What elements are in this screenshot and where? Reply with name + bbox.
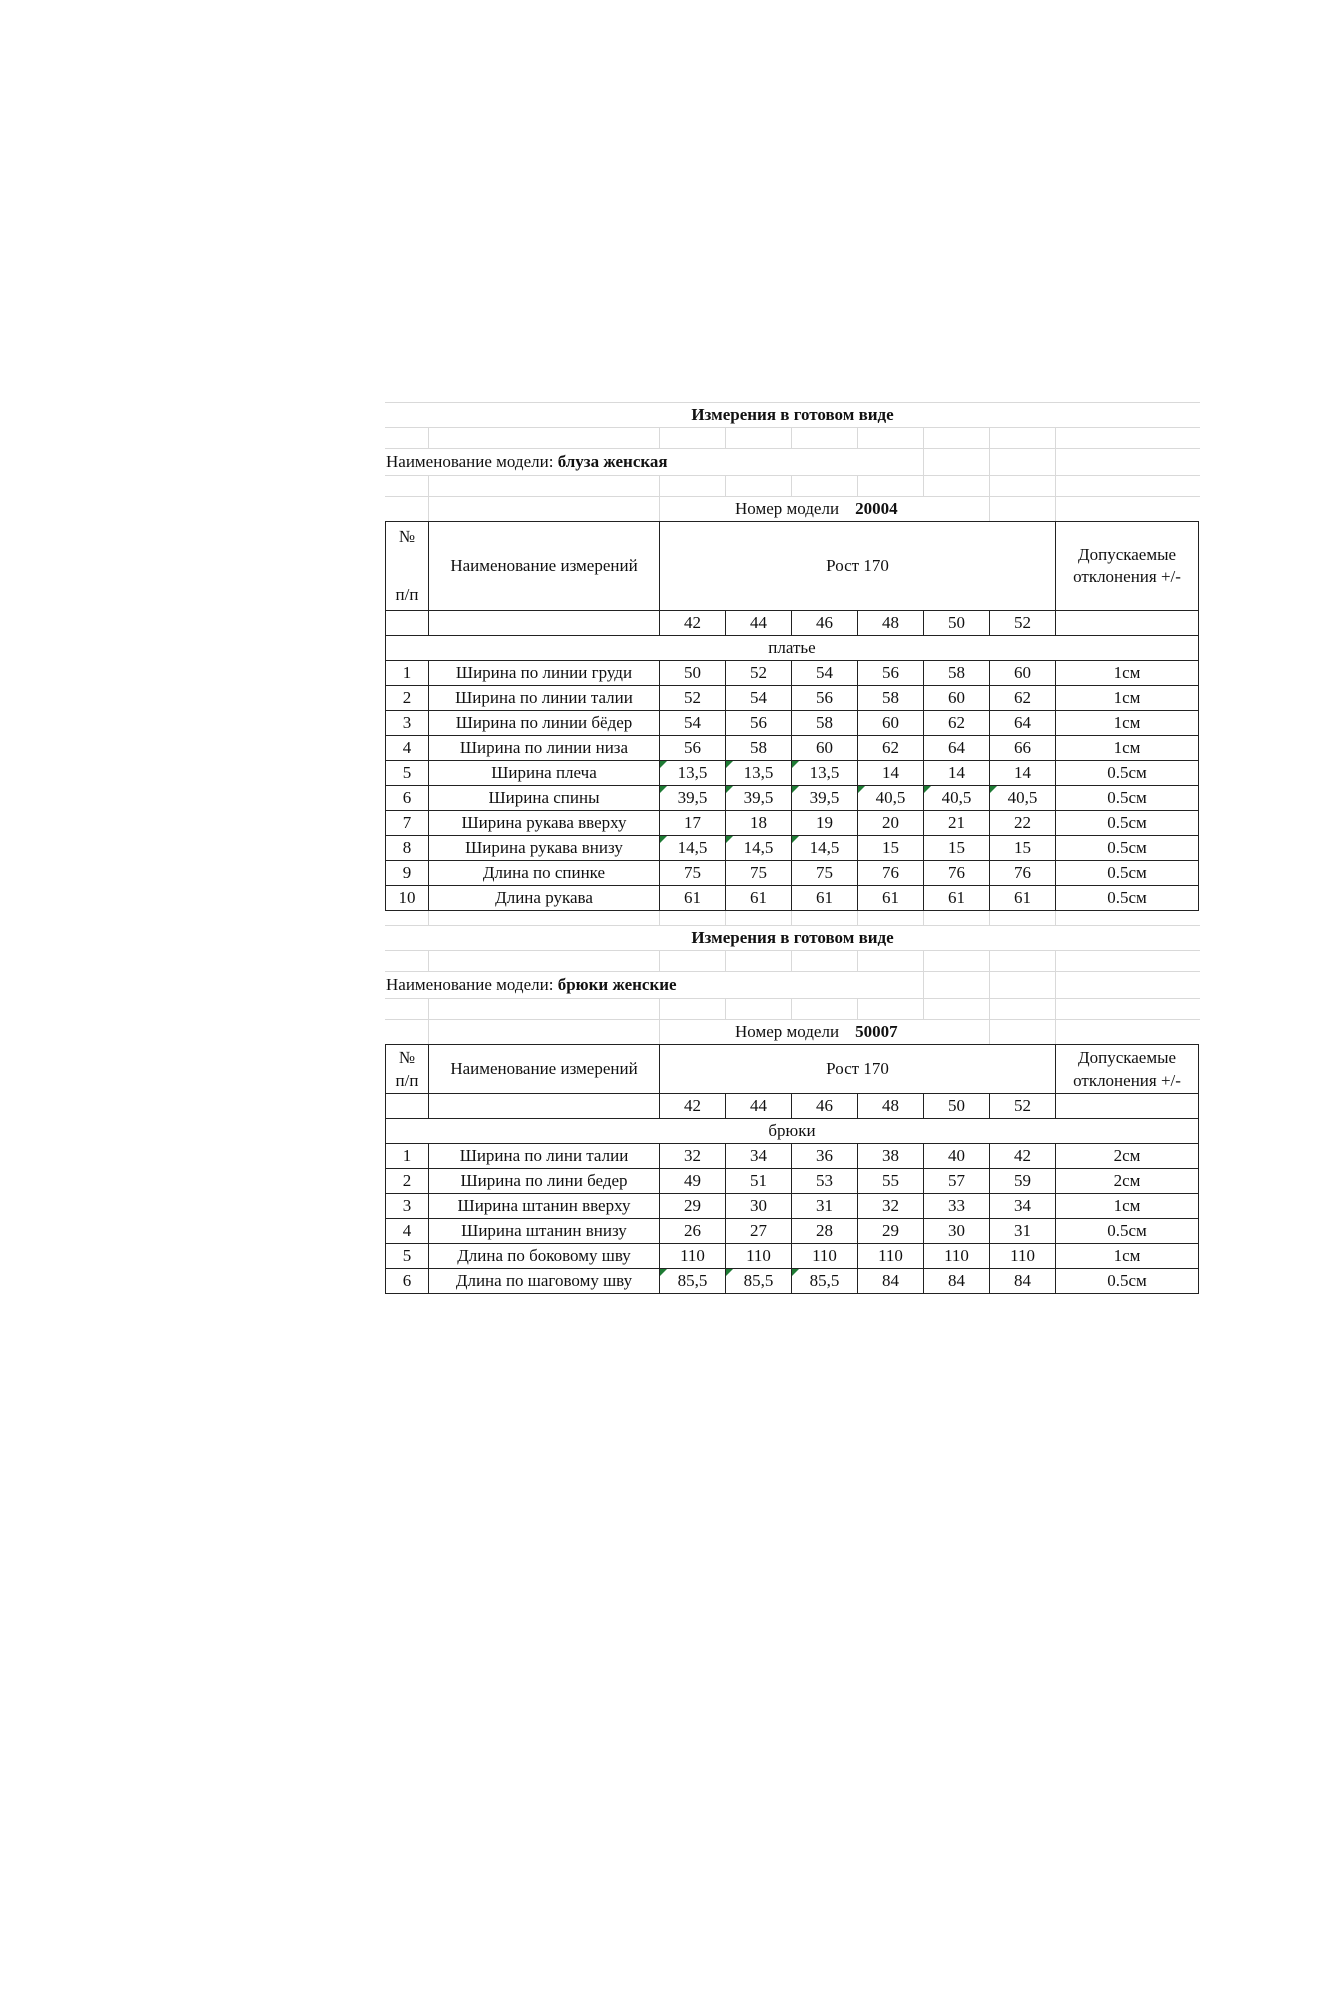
measurement-name: Ширина по линии бёдер — [429, 711, 660, 736]
model-number-value: 20004 — [855, 499, 898, 518]
value-cell: 60 — [858, 711, 924, 736]
value-cell: 40,5 — [924, 786, 990, 811]
value-cell: 110 — [660, 1244, 726, 1269]
value-cell: 59 — [990, 1169, 1056, 1194]
value-cell: 84 — [924, 1269, 990, 1294]
header-height: Рост 170 — [660, 1045, 1056, 1094]
value-cell: 32 — [858, 1194, 924, 1219]
empty-grid-row — [385, 427, 1200, 448]
value-cell: 53 — [792, 1169, 858, 1194]
value-cell: 26 — [660, 1219, 726, 1244]
value-cell: 32 — [660, 1144, 726, 1169]
header-tolerance — [1056, 1045, 1199, 1094]
value-cell: 56 — [660, 736, 726, 761]
tolerance-cell: 2см — [1056, 1144, 1199, 1169]
model-name-label: Наименование модели: — [386, 975, 554, 994]
value-cell: 61 — [660, 886, 726, 911]
model-number-label: Номер модели — [735, 499, 840, 518]
value-cell: 61 — [792, 886, 858, 911]
row-number: 3 — [386, 711, 429, 736]
value-cell: 33 — [924, 1194, 990, 1219]
table-row — [386, 836, 1199, 861]
table-row — [386, 861, 1199, 886]
tolerance-cell: 1см — [1056, 1244, 1199, 1269]
value-cell: 84 — [990, 1269, 1056, 1294]
row-number: 1 — [386, 1144, 429, 1169]
table-row — [386, 1169, 1199, 1194]
value-cell: 64 — [924, 736, 990, 761]
value-cell: 13,5 — [660, 761, 726, 786]
size-cell: 42 — [660, 1094, 726, 1119]
empty-grid-row — [385, 950, 1200, 971]
row-number: 10 — [386, 886, 429, 911]
header-tolerance-line2: отклонения +/- — [1073, 567, 1181, 586]
model-number-row — [385, 1019, 1200, 1044]
value-cell: 75 — [792, 861, 858, 886]
value-cell: 62 — [858, 736, 924, 761]
value-cell: 76 — [990, 861, 1056, 886]
value-cell: 15 — [924, 836, 990, 861]
size-cell: 50 — [924, 611, 990, 636]
value-cell: 76 — [858, 861, 924, 886]
value-cell: 31 — [792, 1194, 858, 1219]
measurement-name: Ширина штанин внизу — [429, 1219, 660, 1244]
model-name-line — [385, 449, 1200, 475]
value-cell: 60 — [990, 661, 1056, 686]
value-cell: 55 — [858, 1169, 924, 1194]
measurement-name: Ширина спины — [429, 786, 660, 811]
header-tolerance-line1: Допускаемые — [1078, 1048, 1177, 1067]
table-row — [386, 1144, 1199, 1169]
value-cell: 56 — [726, 711, 792, 736]
measurement-name: Ширина по линии талии — [429, 686, 660, 711]
table-row — [386, 1219, 1199, 1244]
table-row — [386, 1244, 1199, 1269]
value-cell: 13,5 — [726, 761, 792, 786]
table-row — [386, 686, 1199, 711]
model-name-label: Наименование модели: — [386, 452, 554, 471]
table-title: Измерения в готовом виде — [691, 928, 894, 947]
group-label: брюки — [386, 1119, 1199, 1144]
value-cell: 34 — [726, 1144, 792, 1169]
empty-grid-row — [385, 998, 1200, 1019]
measurement-name: Ширина по лини талии — [429, 1144, 660, 1169]
row-number: 1 — [386, 661, 429, 686]
header-tolerance-line1: Допускаемые — [1078, 545, 1177, 564]
measurement-table-2 — [385, 1044, 1199, 1294]
tolerance-cell: 1см — [1056, 1194, 1199, 1219]
spreadsheet-sheet — [385, 402, 1200, 1294]
size-cell: 44 — [726, 611, 792, 636]
header-number-top: № — [398, 1048, 416, 1067]
header-measurement-name: Наименование измерений — [429, 522, 660, 611]
measurement-name: Длина по шаговому шву — [429, 1269, 660, 1294]
model-number-line — [735, 497, 898, 521]
size-cell: 48 — [858, 611, 924, 636]
value-cell: 36 — [792, 1144, 858, 1169]
row-number: 5 — [386, 761, 429, 786]
tolerance-cell: 0.5см — [1056, 761, 1199, 786]
value-cell: 27 — [726, 1219, 792, 1244]
size-cell: 46 — [792, 1094, 858, 1119]
value-cell: 110 — [792, 1244, 858, 1269]
tolerance-cell: 1см — [1056, 711, 1199, 736]
value-cell: 14 — [858, 761, 924, 786]
value-cell: 60 — [924, 686, 990, 711]
header-tolerance — [1056, 522, 1199, 611]
table-title: Измерения в готовом виде — [691, 405, 894, 424]
value-cell: 58 — [858, 686, 924, 711]
value-cell: 110 — [858, 1244, 924, 1269]
value-cell: 42 — [990, 1144, 1056, 1169]
header-height: Рост 170 — [660, 522, 1056, 611]
measurement-name: Длина рукава — [429, 886, 660, 911]
header-tolerance-line2: отклонения +/- — [1073, 1071, 1181, 1090]
table-row — [386, 786, 1199, 811]
value-cell: 57 — [924, 1169, 990, 1194]
tolerance-cell: 0.5см — [1056, 886, 1199, 911]
value-cell: 14,5 — [726, 836, 792, 861]
value-cell: 62 — [990, 686, 1056, 711]
table-row — [386, 1194, 1199, 1219]
measurement-name: Ширина по линии груди — [429, 661, 660, 686]
value-cell: 34 — [990, 1194, 1056, 1219]
tolerance-cell: 0.5см — [1056, 786, 1199, 811]
table-row — [386, 1269, 1199, 1294]
tolerance-cell: 2см — [1056, 1169, 1199, 1194]
sizes-row — [386, 1094, 1199, 1119]
value-cell: 85,5 — [726, 1269, 792, 1294]
value-cell: 64 — [990, 711, 1056, 736]
row-number: 6 — [386, 786, 429, 811]
value-cell: 56 — [858, 661, 924, 686]
model-name-row — [385, 971, 1200, 998]
value-cell: 30 — [924, 1219, 990, 1244]
model-name-value: блуза женская — [557, 452, 668, 471]
header-measurement-name: Наименование измерений — [429, 1045, 660, 1094]
group-row — [386, 636, 1199, 661]
tolerance-cell: 1см — [1056, 661, 1199, 686]
value-cell: 28 — [792, 1219, 858, 1244]
value-cell: 61 — [726, 886, 792, 911]
row-number: 4 — [386, 736, 429, 761]
group-row — [386, 1119, 1199, 1144]
header-number — [386, 1045, 429, 1094]
value-cell: 13,5 — [792, 761, 858, 786]
value-cell: 110 — [924, 1244, 990, 1269]
value-cell: 30 — [726, 1194, 792, 1219]
sizes-row — [386, 611, 1199, 636]
size-cell: 44 — [726, 1094, 792, 1119]
measurement-table-1 — [385, 521, 1199, 911]
value-cell: 50 — [660, 661, 726, 686]
value-cell: 38 — [858, 1144, 924, 1169]
value-cell: 15 — [990, 836, 1056, 861]
header-number-bottom: п/п — [395, 585, 419, 604]
measurement-name: Ширина штанин вверху — [429, 1194, 660, 1219]
value-cell: 19 — [792, 811, 858, 836]
tolerance-cell: 0.5см — [1056, 811, 1199, 836]
value-cell: 51 — [726, 1169, 792, 1194]
size-cell: 52 — [990, 611, 1056, 636]
table-row — [386, 886, 1199, 911]
value-cell: 56 — [792, 686, 858, 711]
model-name-value: брюки женские — [557, 975, 677, 994]
table-row — [386, 661, 1199, 686]
tolerance-cell: 0.5см — [1056, 1269, 1199, 1294]
value-cell: 17 — [660, 811, 726, 836]
value-cell: 49 — [660, 1169, 726, 1194]
value-cell: 15 — [858, 836, 924, 861]
title-row — [385, 925, 1200, 950]
model-name-line — [385, 972, 1200, 998]
measurement-name: Ширина рукава вверху — [429, 811, 660, 836]
value-cell: 39,5 — [792, 786, 858, 811]
size-cell: 48 — [858, 1094, 924, 1119]
value-cell: 110 — [726, 1244, 792, 1269]
row-number: 2 — [386, 1169, 429, 1194]
value-cell: 84 — [858, 1269, 924, 1294]
model-number-label: Номер модели — [735, 1022, 840, 1041]
tolerance-cell: 1см — [1056, 736, 1199, 761]
value-cell: 21 — [924, 811, 990, 836]
row-number: 9 — [386, 861, 429, 886]
value-cell: 66 — [990, 736, 1056, 761]
value-cell: 52 — [660, 686, 726, 711]
value-cell: 31 — [990, 1219, 1056, 1244]
row-number: 4 — [386, 1219, 429, 1244]
value-cell: 58 — [726, 736, 792, 761]
value-cell: 61 — [990, 886, 1056, 911]
table-row — [386, 761, 1199, 786]
value-cell: 40,5 — [858, 786, 924, 811]
value-cell: 14,5 — [660, 836, 726, 861]
measurement-name: Ширина рукава внизу — [429, 836, 660, 861]
empty-grid-row — [385, 475, 1200, 496]
row-number: 5 — [386, 1244, 429, 1269]
table-row — [386, 736, 1199, 761]
model-number-value: 50007 — [855, 1022, 898, 1041]
value-cell: 54 — [660, 711, 726, 736]
size-cell: 50 — [924, 1094, 990, 1119]
value-cell: 14 — [924, 761, 990, 786]
value-cell: 39,5 — [726, 786, 792, 811]
value-cell: 62 — [924, 711, 990, 736]
value-cell: 40,5 — [990, 786, 1056, 811]
value-cell: 76 — [924, 861, 990, 886]
value-cell: 14 — [990, 761, 1056, 786]
row-number: 7 — [386, 811, 429, 836]
size-cell: 42 — [660, 611, 726, 636]
measurement-name: Длина по спинке — [429, 861, 660, 886]
value-cell: 54 — [726, 686, 792, 711]
row-number: 6 — [386, 1269, 429, 1294]
value-cell: 110 — [990, 1244, 1056, 1269]
table-row — [386, 711, 1199, 736]
model-number-line — [735, 1020, 898, 1044]
value-cell: 61 — [924, 886, 990, 911]
model-name-row — [385, 448, 1200, 475]
value-cell: 54 — [792, 661, 858, 686]
tolerance-cell: 0.5см — [1056, 861, 1199, 886]
value-cell: 85,5 — [660, 1269, 726, 1294]
value-cell: 20 — [858, 811, 924, 836]
title-row — [385, 402, 1200, 427]
value-cell: 52 — [726, 661, 792, 686]
tolerance-cell: 0.5см — [1056, 836, 1199, 861]
value-cell: 75 — [660, 861, 726, 886]
measurement-name: Длина по боковому шву — [429, 1244, 660, 1269]
tolerance-cell: 1см — [1056, 686, 1199, 711]
group-label: платье — [386, 636, 1199, 661]
row-number: 8 — [386, 836, 429, 861]
measurement-name: Ширина плеча — [429, 761, 660, 786]
value-cell: 29 — [858, 1219, 924, 1244]
value-cell: 39,5 — [660, 786, 726, 811]
header-number-top: № — [398, 527, 416, 546]
row-number: 2 — [386, 686, 429, 711]
value-cell: 18 — [726, 811, 792, 836]
value-cell: 58 — [792, 711, 858, 736]
value-cell: 75 — [726, 861, 792, 886]
tolerance-cell: 0.5см — [1056, 1219, 1199, 1244]
value-cell: 22 — [990, 811, 1056, 836]
header-number-bottom: п/п — [395, 1071, 419, 1090]
value-cell: 60 — [792, 736, 858, 761]
row-number: 3 — [386, 1194, 429, 1219]
empty-grid-row — [385, 911, 1200, 925]
model-number-row — [385, 496, 1200, 521]
size-cell: 46 — [792, 611, 858, 636]
header-number — [386, 522, 429, 611]
value-cell: 14,5 — [792, 836, 858, 861]
value-cell: 40 — [924, 1144, 990, 1169]
measurement-name: Ширина по линии низа — [429, 736, 660, 761]
value-cell: 58 — [924, 661, 990, 686]
size-cell: 52 — [990, 1094, 1056, 1119]
value-cell: 29 — [660, 1194, 726, 1219]
table-row — [386, 811, 1199, 836]
value-cell: 85,5 — [792, 1269, 858, 1294]
measurement-name: Ширина по лини бедер — [429, 1169, 660, 1194]
value-cell: 61 — [858, 886, 924, 911]
